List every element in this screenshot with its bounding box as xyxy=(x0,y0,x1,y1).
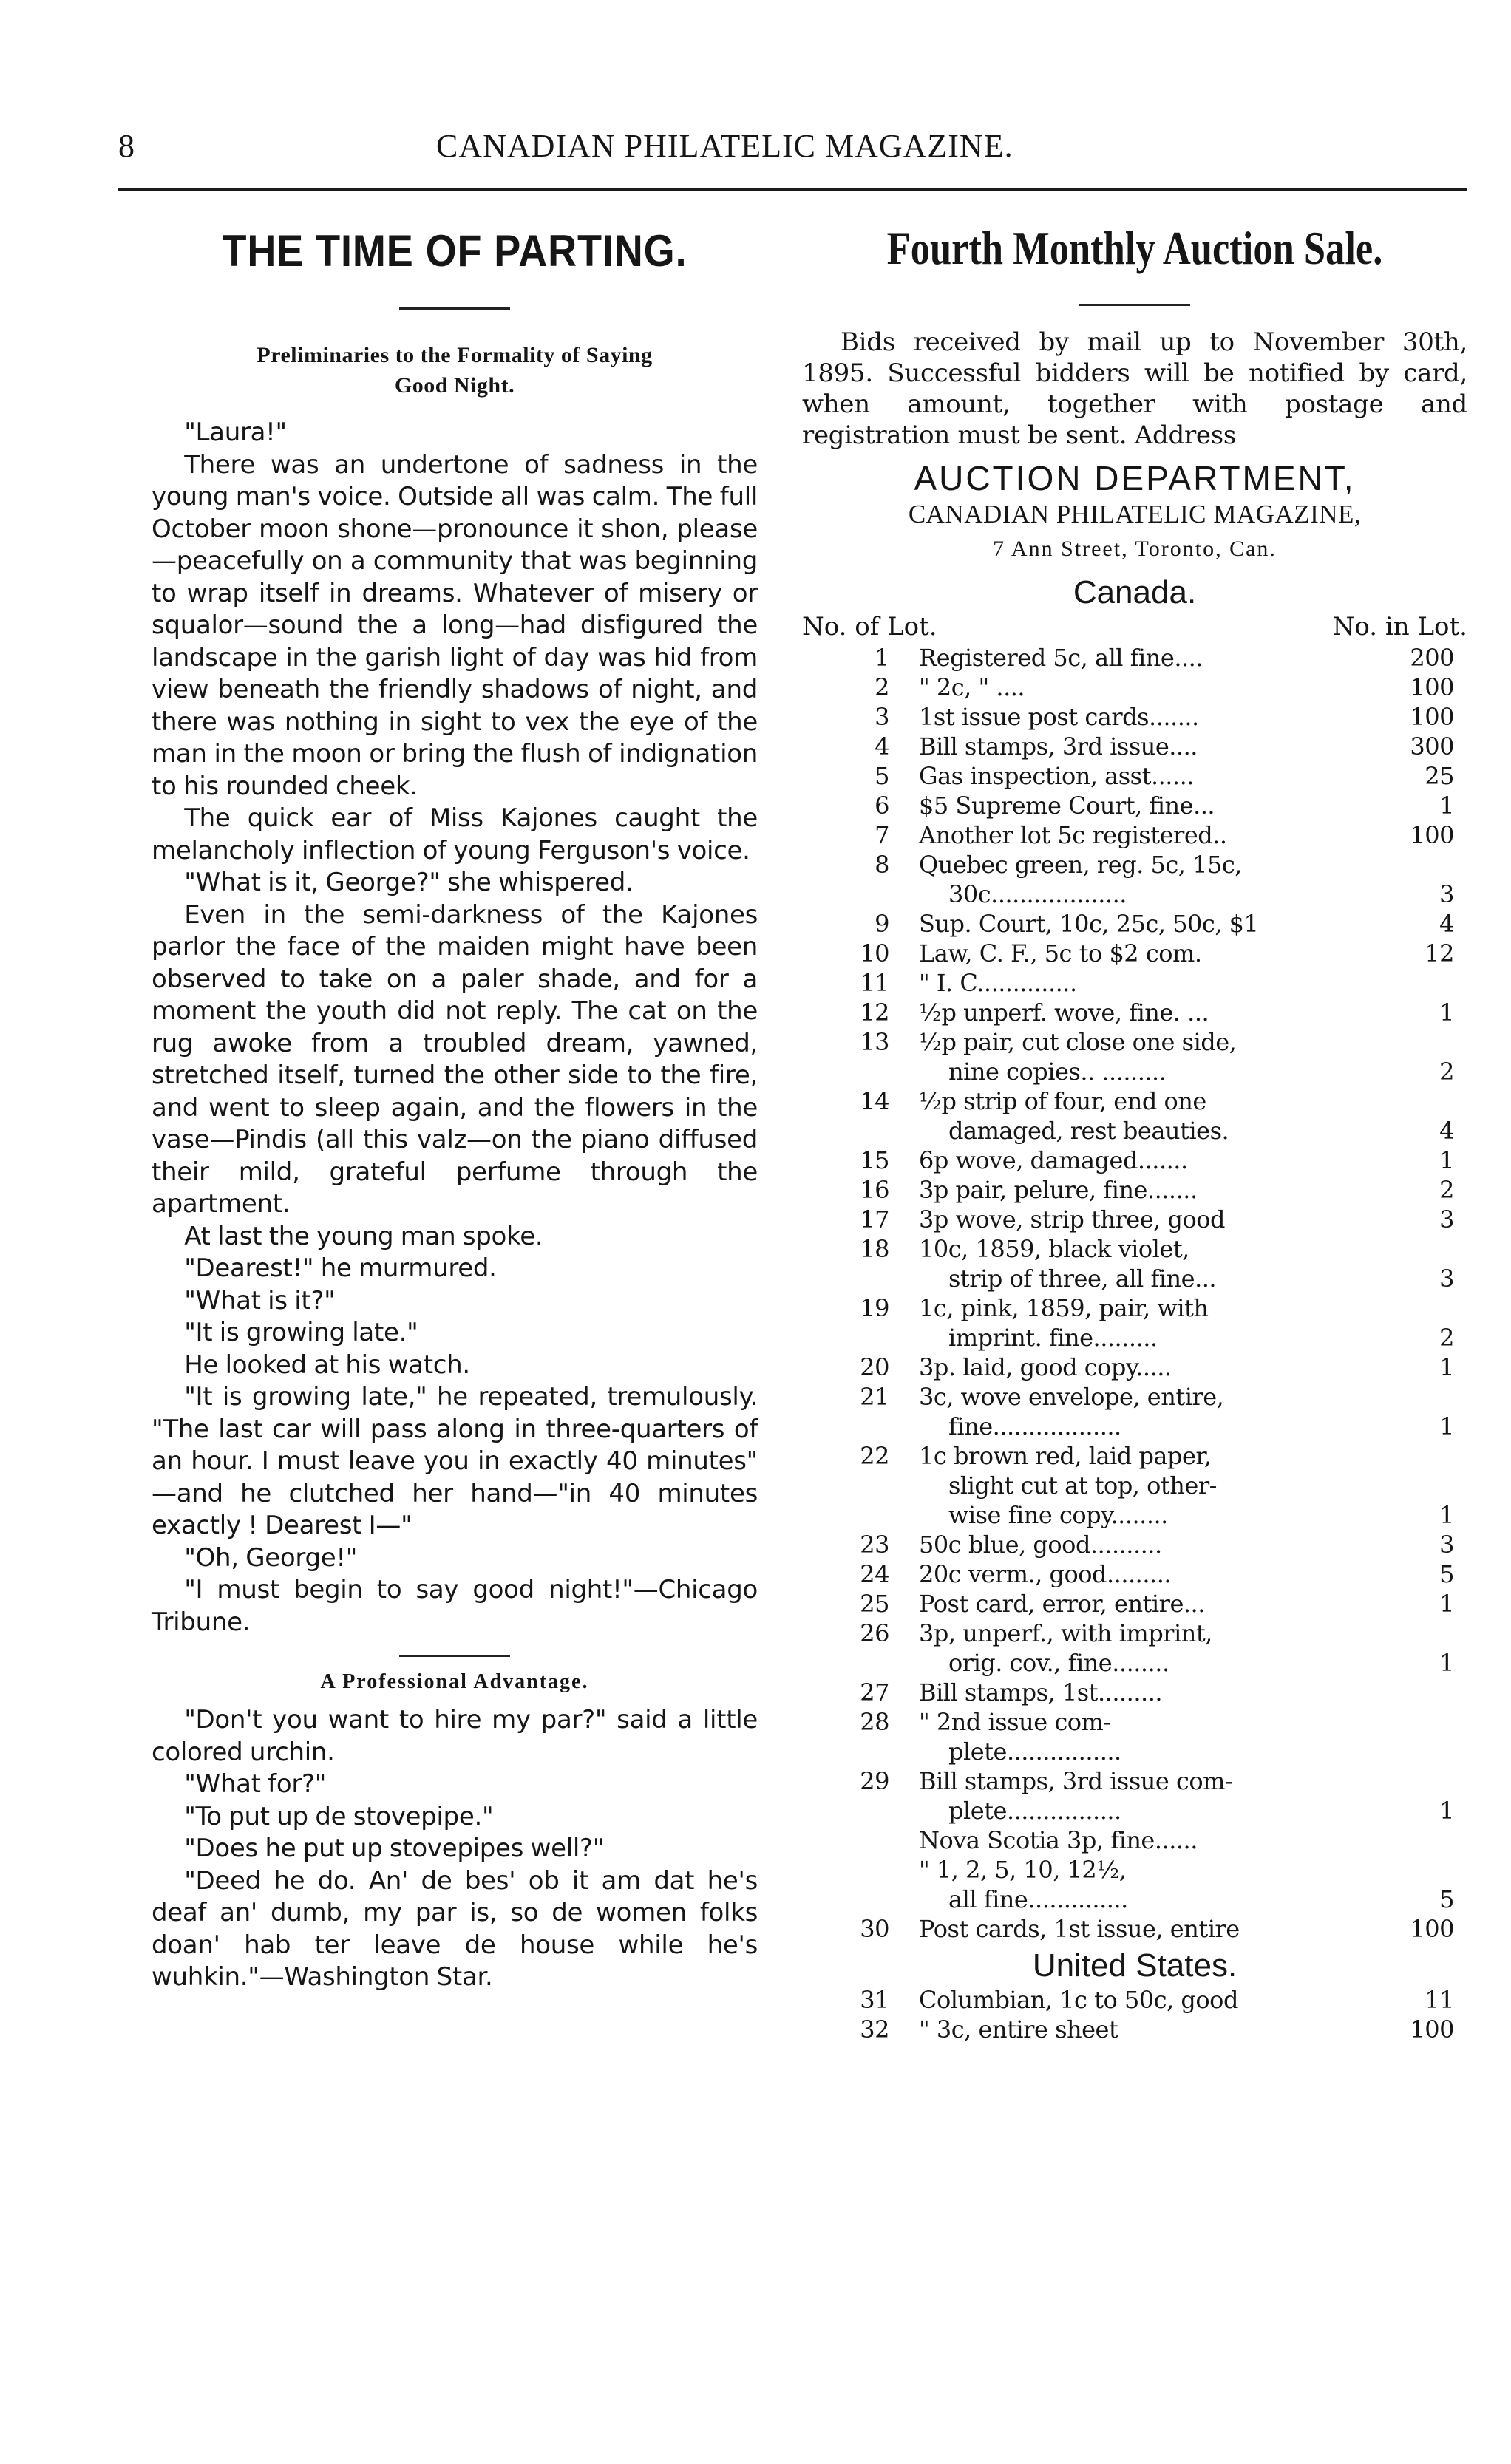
auction-lot-row xyxy=(802,1825,1467,1855)
lot-number: 17 xyxy=(860,1205,889,1233)
story-paragraph: "Oh, George!" xyxy=(184,1542,358,1573)
story-paragraph: "It is growing late," he repeated, tremulously. "The last car will pass along in three-quarters of an hour. I must leave you in exactly 40 minutes" —and he clutched her hand—"in 40 minutes exactly ! Dearest I—" xyxy=(152,1382,758,1540)
lot-description xyxy=(919,702,1355,732)
lot-description-line: strip of three, all fine... xyxy=(948,1265,1217,1293)
auction-lot-row xyxy=(802,1707,1467,1766)
lot-description-line: 6p wove, damaged....... xyxy=(919,1146,1188,1174)
auction-lot-row xyxy=(802,1382,1467,1441)
lot-description-line: Bill stamps, 3rd issue.... xyxy=(919,732,1198,760)
auction-lot-row xyxy=(802,1086,1467,1146)
lot-description xyxy=(919,761,1355,791)
section-heading-united-states: United States. xyxy=(1032,1947,1237,1984)
lot-quantity: 4 xyxy=(1439,1117,1454,1145)
lot-description xyxy=(919,1086,1355,1146)
story-paragraph: "I must begin to say good night!"—Chicago Tribune. xyxy=(152,1575,758,1637)
auction-lot-row xyxy=(802,968,1467,998)
story-paragraph: Even in the semi-darkness of the Kajones parlor the face of the maiden might have been observed to take on a paler shade, and for a moment the youth did not reply. The cat on the rug awoke from a troubled dream, yawned, stretched itself, turned the other side to the fire, and went to sleep again, and the flowers in the vase—Pindis (all this valz—on the piano diffused their mild, grateful perfume through the apartment. xyxy=(152,899,758,1219)
lot-number: 26 xyxy=(860,1619,889,1647)
auction-lot-row xyxy=(802,791,1467,820)
col-header-lot-number: No. of Lot. xyxy=(802,612,937,641)
lot-description xyxy=(919,820,1355,850)
auction-intro xyxy=(802,327,1467,451)
auction-lot-row xyxy=(802,1293,1467,1352)
auction-lot-row xyxy=(802,1914,1467,1944)
lot-quantity: 3 xyxy=(1439,880,1454,908)
lot-description-line: 3p pair, pelure, fine....... xyxy=(919,1176,1198,1204)
auction-lot-row xyxy=(802,1027,1467,1086)
lot-description xyxy=(919,1175,1355,1205)
left-column xyxy=(152,211,758,1994)
auction-lot-row xyxy=(802,2015,1467,2044)
lot-description-line: plete................ xyxy=(948,1797,1121,1825)
story-paragraph: There was an undertone of sadness in the young man's voice. Outside all was calm. The full October moon shone—pronounce it shon, please—peacefully on a community that was beginning to wrap itself in dreams. Whatever of misery or squalor—sound the a long—had disfigured the landscape in the garish light of day was hid from view beneath the friendly shadows of night, and there was nothing in sight to vex the eye of the man in the moon or bring the flush of indignation to his rounded cheek. xyxy=(152,449,758,801)
lot-quantity: 100 xyxy=(1410,821,1454,849)
lot-description-line: wise fine copy........ xyxy=(948,1501,1168,1529)
lot-quantity: 1 xyxy=(1439,998,1454,1027)
lot-description-line: slight cut at top, other- xyxy=(948,1471,1217,1500)
lot-description-line: imprint. fine......... xyxy=(948,1324,1158,1352)
lot-description xyxy=(919,1855,1355,1914)
lot-description xyxy=(919,1619,1355,1678)
lot-description-line: 1c brown red, laid paper, xyxy=(919,1442,1212,1470)
story-subtitle-line1: Preliminaries to the Formality of Saying xyxy=(257,343,653,367)
lot-quantity: 11 xyxy=(1425,1986,1454,2014)
story-paragraph: "It is growing late." xyxy=(184,1318,418,1347)
story-paragraph: "What is it, George?" she whispered. xyxy=(184,868,634,897)
lot-description xyxy=(919,1441,1355,1530)
lot-number: 12 xyxy=(860,998,889,1027)
second-story-body xyxy=(152,1704,758,1994)
lot-description-line: 30c................... xyxy=(948,880,1127,908)
auction-lot-row xyxy=(802,732,1467,761)
lot-description xyxy=(919,998,1355,1027)
lot-description xyxy=(919,939,1355,968)
lot-number: 27 xyxy=(860,1678,889,1706)
story-paragraph: At last the young man spoke. xyxy=(184,1221,543,1251)
story-divider xyxy=(399,1655,510,1657)
lot-description-line: Bill stamps, 3rd issue com- xyxy=(919,1767,1233,1795)
lot-description xyxy=(919,1234,1355,1293)
lot-list-canada xyxy=(802,643,1467,1944)
lot-number: 5 xyxy=(875,762,889,790)
lot-quantity: 3 xyxy=(1439,1531,1454,1559)
running-header: CANADIAN PHILATELIC MAGAZINE. xyxy=(436,128,1013,164)
auction-lot-row xyxy=(802,1559,1467,1589)
lot-number: 22 xyxy=(860,1442,889,1470)
lot-quantity: 100 xyxy=(1410,703,1454,731)
auction-lot-row xyxy=(802,1530,1467,1559)
lot-description-line: 10c, 1859, black violet, xyxy=(919,1235,1189,1263)
lot-description xyxy=(919,732,1355,761)
lot-number: 24 xyxy=(860,1560,889,1588)
lot-description-line: ½p pair, cut close one side, xyxy=(919,1028,1237,1056)
lot-description xyxy=(919,1766,1355,1825)
lot-description-line: orig. cov., fine........ xyxy=(948,1649,1169,1677)
story-paragraph: "Laura!" xyxy=(184,418,287,447)
auction-lot-row xyxy=(802,1589,1467,1619)
lot-description xyxy=(919,1559,1355,1589)
auction-lot-row xyxy=(802,1619,1467,1678)
lot-description xyxy=(919,1293,1355,1352)
lot-description-line: Post card, error, entire... xyxy=(919,1590,1205,1618)
auction-address: 7 Ann Street, Toronto, Can. xyxy=(993,537,1277,561)
lot-quantity: 1 xyxy=(1439,1146,1454,1174)
lot-description xyxy=(919,791,1355,820)
lot-quantity: 1 xyxy=(1439,1501,1454,1529)
lot-number: 2 xyxy=(875,673,889,701)
lot-quantity: 25 xyxy=(1425,762,1454,790)
section-heading-canada: Canada. xyxy=(1073,574,1197,610)
lot-column-headers xyxy=(802,612,1467,643)
lot-number: 18 xyxy=(860,1235,889,1263)
lot-description xyxy=(919,1914,1355,1944)
lot-quantity: 2 xyxy=(1439,1176,1454,1204)
lot-number: 19 xyxy=(860,1294,889,1322)
auction-lot-row xyxy=(802,1678,1467,1707)
story-subtitle-line2: Good Night. xyxy=(394,372,515,398)
lot-quantity: 4 xyxy=(1439,910,1454,938)
lot-number: 32 xyxy=(860,2015,889,2043)
story-paragraph: The quick ear of Miss Kajones caught the melancholy inflection of young Ferguson's voice. xyxy=(152,803,758,865)
second-story-paragraph: "Does he put up stovepipes well?" xyxy=(184,1834,605,1863)
lot-description xyxy=(919,1589,1355,1619)
lot-number: 21 xyxy=(860,1383,889,1411)
lot-number: 28 xyxy=(860,1708,889,1736)
lot-description-line: Nova Scotia 3p, fine...... xyxy=(919,1826,1198,1854)
lot-description xyxy=(919,1530,1355,1559)
auction-lot-row xyxy=(802,1855,1467,1914)
auction-department: AUCTION DEPARTMENT, xyxy=(914,459,1356,497)
auction-lot-row xyxy=(802,1146,1467,1175)
lot-description-line: 3p, unperf., with imprint, xyxy=(919,1619,1212,1647)
second-story-paragraph: "Deed he do. An' de bes' ob it am dat he's deaf an' dumb, my par is, so de women folks doan' hab ter leave de house while he's wuhkin."—Washington Star. xyxy=(152,1865,758,1992)
auction-lot-row xyxy=(802,761,1467,791)
lot-quantity: 1 xyxy=(1439,1797,1454,1825)
lot-description xyxy=(919,850,1355,909)
lot-description-line: Bill stamps, 1st......... xyxy=(919,1678,1163,1706)
auction-lot-row xyxy=(802,1205,1467,1234)
auction-lot-row xyxy=(802,1441,1467,1530)
lot-description-line: 1st issue post cards....... xyxy=(919,703,1199,731)
lot-description-line: Registered 5c, all fine.... xyxy=(919,644,1203,672)
lot-number: 20 xyxy=(860,1353,889,1381)
auction-lot-row xyxy=(802,1352,1467,1382)
lot-description-line: " 3c, entire sheet xyxy=(919,2015,1118,2043)
lot-description-line: " 2nd issue com- xyxy=(919,1708,1111,1736)
lot-description-line: plete................ xyxy=(948,1738,1121,1766)
lot-quantity: 1 xyxy=(1439,1353,1454,1381)
lot-number: 11 xyxy=(860,969,889,997)
lot-number: 15 xyxy=(860,1146,889,1174)
lot-description-line: 1c, pink, 1859, pair, with xyxy=(919,1294,1209,1322)
lot-quantity: 1 xyxy=(1439,1590,1454,1618)
auction-title-rule xyxy=(1079,304,1190,306)
lot-quantity: 1 xyxy=(1439,792,1454,820)
story-title: THE TIME OF PARTING. xyxy=(222,226,687,276)
story-body xyxy=(152,417,758,1638)
lot-quantity: 1 xyxy=(1439,1412,1454,1440)
story-paragraph: "Dearest!" he murmured. xyxy=(184,1253,497,1283)
lot-description xyxy=(919,1205,1355,1234)
second-story-paragraph: "What for?" xyxy=(184,1769,327,1799)
lot-description xyxy=(919,1146,1355,1175)
lot-description-line: $5 Supreme Court, fine... xyxy=(919,792,1215,820)
auction-lot-row xyxy=(802,1985,1467,2015)
lot-number: 6 xyxy=(875,792,889,820)
second-story-title: A Professional Advantage. xyxy=(320,1670,589,1693)
lot-number: 29 xyxy=(860,1767,889,1795)
lot-number: 25 xyxy=(860,1590,889,1618)
auction-lot-row xyxy=(802,673,1467,702)
lot-description-line: 50c blue, good.......... xyxy=(919,1531,1162,1559)
lot-description-line: fine.................. xyxy=(948,1412,1121,1440)
title-rule xyxy=(399,307,510,310)
lot-description-line: Sup. Court, 10c, 25c, 50c, $1 xyxy=(919,910,1259,938)
lot-description xyxy=(919,2015,1355,2044)
lot-description-line: 3p. laid, good copy..... xyxy=(919,1353,1172,1381)
auction-lot-row xyxy=(802,1175,1467,1205)
lot-quantity: 200 xyxy=(1410,644,1454,672)
lot-description-line: " 2c, " .... xyxy=(919,673,1025,701)
lot-description-line: Another lot 5c registered.. xyxy=(919,821,1227,849)
lot-description xyxy=(919,1825,1355,1855)
lot-number: 8 xyxy=(875,851,889,879)
lot-quantity: 2 xyxy=(1439,1324,1454,1352)
lot-quantity: 12 xyxy=(1425,939,1454,967)
lot-list-united-states xyxy=(802,1985,1467,2044)
auction-lot-row xyxy=(802,702,1467,732)
page-number: 8 xyxy=(118,128,135,164)
lot-description xyxy=(919,643,1355,673)
lot-description-line: nine copies.. ......... xyxy=(948,1058,1167,1086)
lot-description xyxy=(919,1027,1355,1086)
auction-magazine: CANADIAN PHILATELIC MAGAZINE, xyxy=(908,500,1362,528)
lot-description-line: Post cards, 1st issue, entire xyxy=(919,1915,1240,1943)
lot-quantity: 1 xyxy=(1439,1649,1454,1677)
auction-lot-row xyxy=(802,850,1467,909)
lot-description xyxy=(919,1678,1355,1707)
lot-quantity: 3 xyxy=(1439,1265,1454,1293)
lot-number: 4 xyxy=(875,732,889,760)
lot-number: 9 xyxy=(875,910,889,938)
lot-number: 3 xyxy=(875,703,889,731)
lot-number: 30 xyxy=(860,1915,889,1943)
auction-intro-text: Bids received by mail up to November 30th, 1895. Successful bidders will be notified by card, when amount, together with postage and registration must be sent. Address xyxy=(802,327,1467,450)
col-header-quantity: No. in Lot. xyxy=(1332,612,1467,641)
lot-number: 16 xyxy=(860,1176,889,1204)
lot-description-line: all fine.............. xyxy=(948,1885,1128,1913)
lot-description xyxy=(919,968,1355,998)
lot-quantity: 3 xyxy=(1439,1205,1454,1233)
lot-quantity: 100 xyxy=(1410,673,1454,701)
lot-description-line: " 1, 2, 5, 10, 12½, xyxy=(919,1856,1127,1884)
lot-description-line: Quebec green, reg. 5c, 15c, xyxy=(919,851,1242,879)
lot-description-line: " I. C.............. xyxy=(919,969,1077,997)
lot-description-line: ½p unperf. wove, fine. ... xyxy=(919,998,1209,1027)
lot-number: 1 xyxy=(875,644,889,672)
story-paragraph: "What is it?" xyxy=(184,1285,336,1316)
auction-lot-row xyxy=(802,643,1467,673)
second-story-paragraph: "Don't you want to hire my par?" said a little colored urchin. xyxy=(152,1705,758,1767)
lot-description xyxy=(919,1707,1355,1766)
lot-number: 14 xyxy=(860,1087,889,1115)
lot-number: 10 xyxy=(860,939,889,967)
auction-lot-row xyxy=(802,820,1467,850)
lot-quantity: 5 xyxy=(1439,1560,1454,1588)
lot-quantity: 100 xyxy=(1410,1915,1454,1943)
lot-description-line: ½p strip of four, end one xyxy=(919,1087,1206,1115)
story-subtitle xyxy=(152,341,758,401)
auction-lot-row xyxy=(802,1234,1467,1293)
auction-lot-row xyxy=(802,939,1467,968)
lot-quantity: 300 xyxy=(1410,732,1454,760)
lot-description-line: Law, C. F., 5c to $2 com. xyxy=(919,939,1202,967)
auction-lot-row xyxy=(802,909,1467,939)
lot-description xyxy=(919,673,1355,702)
lot-description-line: Columbian, 1c to 50c, good xyxy=(919,1986,1238,2014)
lot-description xyxy=(919,1985,1355,2015)
lot-description-line: Gas inspection, asst...... xyxy=(919,762,1194,790)
lot-description-line: 3p wove, strip three, good xyxy=(919,1205,1225,1233)
auction-title: Fourth Monthly Auction Sale. xyxy=(886,222,1383,274)
lot-description xyxy=(919,1352,1355,1382)
lot-number: 23 xyxy=(860,1531,889,1559)
lot-description xyxy=(919,909,1355,939)
lot-description-line: 3c, wove envelope, entire, xyxy=(919,1383,1224,1411)
lot-description-line: 20c verm., good......... xyxy=(919,1560,1172,1588)
story-paragraph: He looked at his watch. xyxy=(184,1350,470,1380)
right-column xyxy=(802,211,1467,2044)
lot-number: 7 xyxy=(875,821,889,849)
lot-number: 13 xyxy=(860,1028,889,1056)
header-rule xyxy=(118,188,1467,191)
auction-lot-row xyxy=(802,1766,1467,1825)
lot-description-line: damaged, rest beauties. xyxy=(948,1117,1229,1145)
lot-quantity: 2 xyxy=(1439,1058,1454,1086)
lot-number: 31 xyxy=(860,1986,889,2014)
auction-lot-row xyxy=(802,998,1467,1027)
lot-quantity: 5 xyxy=(1439,1885,1454,1913)
lot-quantity: 100 xyxy=(1410,2015,1454,2043)
second-story-paragraph: "To put up de stovepipe." xyxy=(184,1801,494,1831)
lot-description xyxy=(919,1382,1355,1441)
